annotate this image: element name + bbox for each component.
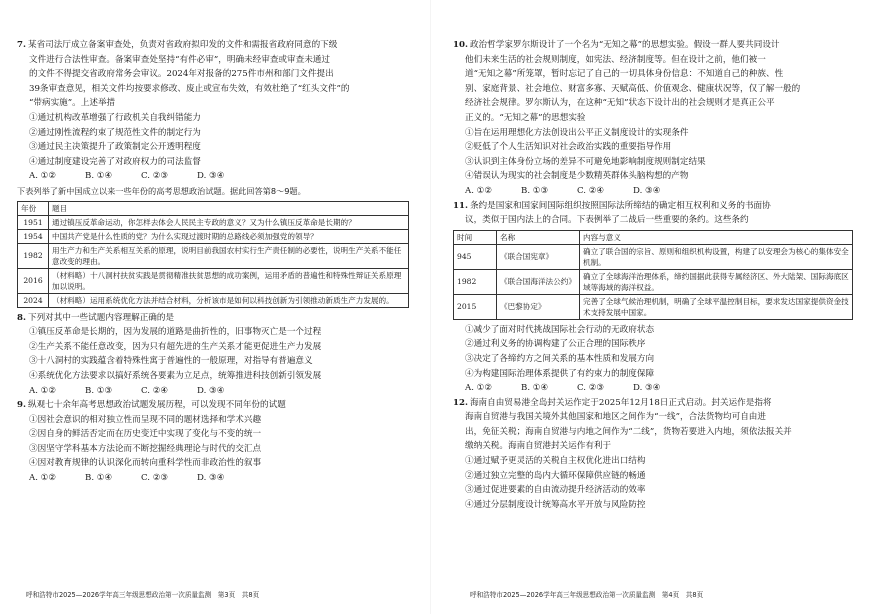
question-stem-line: 议，类似于国内法上的合同。下表例举了二战后一些重要的条约。这些条约 [465,215,749,226]
table-row [454,294,853,319]
question-number: 11. [453,200,468,211]
choice-a: A. ①② [29,385,57,396]
table-header-year: 年份 [18,201,49,215]
table-cell-time: 945 [454,244,497,269]
question-9 [17,398,409,486]
table-header-row [454,230,853,244]
question-12 [453,396,853,513]
option-2: ②通过利义务的协调构建了公正合理的国际秩序 [465,339,646,350]
option-3: ③通过促进要素的自由流动提升经济活动的效率 [465,485,646,496]
question-stem-line: 缴纳关税。海南自贸港封关运作有利于 [465,441,612,452]
question-10 [453,38,853,199]
question-number: 10. [453,40,468,50]
option-3: ③十八洞村的实践蕴含着特殊性寓于普遍性的一般原理，对指导有普遍意义 [29,356,313,367]
option-1: ①通过机构改革增强了行政机关自我纠错能力 [29,112,201,123]
choice-b: B. ①③ [521,185,549,196]
table-cell-content: 确立了全球海洋治理体系，缔约国据此获得专属经济区、外大陆架、国际海底区域等海域的海洋权益。 [580,269,853,294]
option-1: ①减少了面对时代挑战国际社会行动的无政府状态 [465,324,655,335]
question-stem-line: 39条审查意见，相关文件均按要求修改、废止或宣布失效，有效杜绝了“红头文件”的 [29,83,350,94]
question-11 [453,199,853,396]
question-stem-line: 某省司法厅成立备案审查处，负责对省政府拟印发的文件和需报省政府同意的下级 [27,40,338,50]
table-cell-question: （材料略）十八洞村扶贫实践是贯彻精准扶贫思想的成功案例，运用矛盾的普遍性和特殊性辩证关系原理加以说明。 [49,268,409,293]
choice-d: D. ③④ [197,385,225,396]
page-gutter [430,0,431,614]
table-cell-question: （材料略）运用系统优化方法并结合材料，分析该市是如何以科技创新为引领推动新质生产力发展的。 [49,293,409,307]
choice-b: B. ①③ [85,385,113,396]
table-cell-content: 完善了全球气候治理机制，明确了全球平温控制目标，要求发达国家提供资金技术支持发展中国家。 [580,294,853,319]
choice-b: B. ①④ [521,383,549,394]
option-4: ④通过分层制度设计统筹高水平开放与风险防控 [465,499,646,510]
question-stem-line: 他们未来生活的社会规则制度，如宪法、经济制度等。但在设计之前，他们被一 [465,54,766,65]
choice-b: B. ①④ [85,473,113,484]
page-footer-left: 呼和浩特市2025—2026学年高三年级思想政治第一次质量监测 第3页 共8页 [26,591,260,599]
choice-c: C. ②④ [141,385,169,396]
table-cell-name: 《联合国宪章》 [497,244,580,269]
choice-d: D. ③④ [197,171,225,182]
answer-choices [17,384,409,399]
table-cell-year: 1954 [18,229,49,243]
question-stem-line: 经济社会规律。罗尔斯认为，在这种“无知”状态下设计出的社会规则才是真正公平 [465,98,775,109]
question-stem: 纵观七十余年高考思想政治试题发展历程，可以发现不同年份的试题 [27,400,286,411]
choice-a: A. ①② [29,171,57,182]
choice-a: A. ①② [465,383,493,394]
option-2: ②贬低了个人生活知识对社会政治实践的重要指导作用 [465,142,672,153]
option-3: ③通过民主决策提升了政策制定公开透明程度 [29,142,201,153]
option-4: ④通过制度建设完善了对政府权力的司法监督 [29,156,201,167]
right-page [453,38,853,512]
choice-d: D. ③④ [633,185,661,196]
option-2: ②通过刚性流程约束了规范性文件的制定行为 [29,127,201,138]
table-cell-question: 通过镇压反革命运动，你怎样去体会人民民主专政的意义？又为什么镇压反革命是长期的？ [49,215,409,229]
option-1: ①镇压反革命是长期的，因为发展的道路是曲折性的，旧事物灭亡是一个过程 [29,327,322,338]
option-3: ③认识到主体身份立场的差异不可避免地影响制度规则制定结果 [465,156,706,167]
option-2: ②通过独立完整的岛内大循环保障供应链的畅通 [465,470,646,481]
option-4: ④为构建国际治理体系提供了有约束力的制度保障 [465,368,655,379]
choice-c: C. ②④ [577,185,605,196]
answer-choices [17,471,409,486]
table-cell-content: 确立了联合国的宗旨、原则和组织机构设置，构建了以安理会为核心的集体安全机制。 [580,244,853,269]
question-number: 8. [17,312,26,323]
table-row [18,229,409,243]
table-cell-name: 《联合国海洋法公约》 [497,269,580,294]
question-stem-line: 政治哲学家罗尔斯设计了一个名为“无知之幕”的思想实验。假设一群人要共同设计 [469,40,780,50]
section-intro: 下表列举了新中国成立以来一些年份的高考思想政治试题。据此回答第8～9题。 [17,185,306,196]
table-cell-time: 1982 [454,269,497,294]
question-stem-line: 正义的。“无知之幕”的思想实验 [465,112,586,123]
answer-choices [453,381,853,396]
option-3: ③因坚守学科基本方法论而不断挖掘经典理论与时代的交汇点 [29,443,262,454]
table-row [18,293,409,307]
option-4: ④错误认为现实的社会制度是少数精英群体头脑构想的产物 [465,171,689,182]
option-1: ①旨在运用理想化方法创设出公平正义制度设计的实现条件 [465,127,689,138]
table-header-content: 内容与意义 [580,230,853,244]
table-row [454,244,853,269]
choice-a: A. ①② [465,185,493,196]
question-stem-line: 别、家庭背景、社会地位、财富多寡、天赋高低、价值观念、健康状况等，仅了解一般的 [465,83,801,94]
choice-c: C. ②③ [141,171,169,182]
choice-a: A. ①② [29,473,57,484]
option-1: ①通过赋予更灵活的关税自主权优化进出口结构 [465,456,646,467]
question-stem-line: 道“无知之幕”所笼罩，暂时忘记了自己的一切具体身份信息：不知道自己的种族、性 [465,69,784,80]
question-stem-line: 海南自贸港与我国关境外其他国家和地区之间作为“一线”，合法货物均可自由进 [465,412,766,423]
answer-choices [453,184,853,199]
question-stem-line: 海南自由贸易港全岛封关运作定于2025年12月18日正式启动。封关运作是指将 [469,397,772,408]
table-row [18,243,409,268]
table-cell-question: 中国共产党是什么性质的党？为什么实现过渡时期的总路线必须加强党的领导？ [49,229,409,243]
table-cell-year: 2016 [18,268,49,293]
table-row [18,268,409,293]
choice-c: C. ②③ [577,383,605,394]
table-cell-question: 用生产力和生产关系相互关系的原理，说明目前我国农村实行生产责任制的必要性，说明生产关系不能任意改变的理由。 [49,243,409,268]
question-stem-line: 出，免征关税；海南自贸港与内地之间作为“二线”，货物若要进入内地，须依法报关并 [465,426,792,437]
question-stem-line: 的文件不得提交省政府常务会审议。2024年对报备的275件市州和部门文件提出 [29,69,334,80]
table-header-row [18,201,409,215]
question-stem-line: 条约是国家和国家间国际组织按照国际法所缔结的确定相互权利和义务的书面协 [469,200,771,211]
table-row [454,269,853,294]
option-2: ②生产关系不能任意改变，因为只有超先进的生产关系才能更促进生产力发展 [29,341,322,352]
table-cell-name: 《巴黎协定》 [497,294,580,319]
question-stem-line: 文件进行合法性审查。备案审查处坚持“有件必审”，明确未经审查或审查未通过 [29,54,330,65]
option-4: ④系统优化方法要求以搞好系统各要素为立足点，统筹推进科技创新引领发展 [29,370,322,381]
question-stem-line: “带病实施”。上述举措 [29,98,116,109]
question-number: 12. [453,397,468,408]
option-1: ①因社会意识的相对独立性而呈现不同的题材选择和学术兴趣 [29,414,262,425]
page-footer-right: 呼和浩特市2025—2026学年高三年级思想政治第一次质量监测 第4页 共8页 [470,591,704,599]
table-row [18,215,409,229]
table-header-name: 名称 [497,230,580,244]
left-page [17,38,409,486]
question-8 [17,311,409,399]
option-2: ②因自身的鲜活否定而在历史变迁中实现了变化与不变的统一 [29,429,262,440]
table-cell-year: 2024 [18,293,49,307]
table-cell-year: 1982 [18,243,49,268]
choice-d: D. ③④ [197,473,225,484]
question-stem: 下列对其中一些试题内容理解正确的是 [27,312,175,323]
question-number: 9. [17,400,26,411]
choice-c: C. ②③ [141,473,169,484]
table-cell-time: 2015 [454,294,497,319]
option-3: ③决定了各缔约方之间关系的基本性质和发展方向 [465,353,655,364]
table-header-time: 时间 [454,230,497,244]
answer-choices [17,169,409,184]
option-4: ④因对教育规律的认识深化而转向重科学性而非政治性的叙事 [29,458,262,469]
treaty-table [453,230,853,320]
choice-b: B. ①④ [85,171,113,182]
exam-history-table [17,201,409,308]
table-header-question: 题目 [49,201,409,215]
table-cell-year: 1951 [18,215,49,229]
question-7 [17,38,409,184]
question-number: 7. [17,40,26,50]
choice-d: D. ③④ [633,383,661,394]
